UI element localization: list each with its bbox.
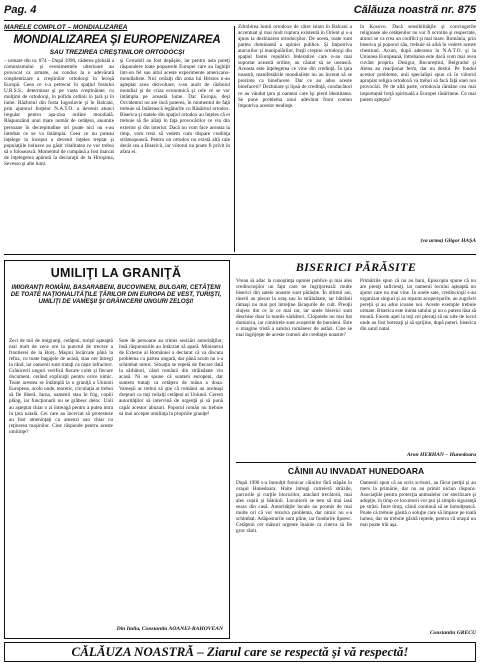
article2-signature: Din Italia, Constantin AOANEI-RAHOVEAN: [116, 626, 223, 632]
article3-column-2: Primăriile spun că nu au bani, Episcopia spune că nu are preoţi suficienţi, iar oamenii locului aşteaptă un ajutor care nu mai vine. În unele sate, credincioşii s-au organizat singuri şi au reparat acoperişurile, au zugrăvit pereţii şi au adus icoane noi. Aceste exemple trebuie urmate. Biserica este inima satului şi nu o putem lăsa să moară. Facem apel la toţi cei plecaţi să nu uite de locul unde au fost botezaţi şi să sprijine, după puteri, biserica din satul natal.: [360, 278, 476, 333]
article2-title: UMILIŢI LA GRANIŢĂ: [50, 266, 182, 280]
article4-column-1: După 1990 s-a înmulţit furnicar câinilor fără stăpân în oraşul Hunedoara. Haite întregi cutreieră străzile, parcurile şi curţile blocurilor, atacând trecătorii, mai ales copiii şi bătrânii. Locuitorii se tem să mai iasă seara din casă. Autorităţile locale au promis de mai multe ori că vor rezolva problema, dar nimic nu s-a schimbat. Adăposturile sunt pline, iar fondurile lipsesc. Cetăţenii cer măsuri urgente înainte ca cineva să fie grav rănit.: [236, 480, 352, 535]
article4-column-2: Oamenii spun că au scris scrisori, au făcut petiţii şi au mers la primărie, dar nu au primit niciun răspuns. Asociaţiile pentru protecţia animalelor cer sterilizare şi adopţie, în timp ce locuitorii vor pur şi simplu siguranţă pe străzi. Între timp, câinii continuă să se înmulţească. Poate că trebuie găsită o soluţie care să împace pe toată lumea, dar ea trebuie găsită repede, pentru că oraşul nu mai poate trăi aşa.: [360, 480, 476, 529]
article4-signature: Constantin GRECU: [429, 630, 476, 636]
article1-column-4: în Kosovo. Dacă sensibilităţile şi convingerile religioase ale cetăţenilor nu vor fi ocrotite şi respectate, atunci se va crea un conflict şi mai mare. România, prin biserica şi poporul său, trebuie să aibă în vedere aceste chestiuni. Acum, după aderarea la N.A.T.O. şi la Uniunea Europeană, întrebarea este dacă vom mai avea cuvânt propriu. Desigur, Bucureştiul, Belgradul şi Atena au reacţionat ferm, dar nu destul. Pe fondul acestor probleme, unii specialişti spun că în viitorul apropiat religia ortodoxă va trebui să facă faţă unei noi provocări. Pe de altă parte, ortodoxia rămâne cea mai importantă forţă spirituală a Europei răsăritene. Ce mai putem aştepta?: [360, 24, 476, 103]
article2-column-1: Zeci de mii de imigranţi, cetăţeni, turişti aşteaptă mai mult de zece ore la punctul de trecere a frontierei de la Borş. Maşini încărcate până la refuz, cu toate bagajele de acasă, stau ore întregi la rând, iar oamenii sunt trataţi ca nişte infractori. Grănicerii unguri verifică fiecare colet şi fiecare document, cerând explicaţii pentru orice nimic. Toate acestea se întâmplă la o graniţă a Uniunii Europene, acolo unde, teoretic, circulaţia ar trebui să fie liberă. Iarna, oamenii stau în frig, copiii plâng, iar funcţionarii nu se grăbesc deloc. Unii au aşteptat chiar o zi întreagă pentru a putea intra în ţara natală. Cei care au încercat să protesteze au fost ameninţaţi cu amenzi sau chiar cu reţinerea maşinilor. Cine răspunde pentru aceste umilinţe?: [9, 338, 113, 435]
article1-subtitle: SAU TREZIREA CREŞTINILOR ORTODOCŞI: [49, 49, 185, 56]
article3-column-1: Vreau să adac la cunoştinţa opiniei publice şi mai ales credincioşilor un fapt care ne îngrijorează: multe biserici din satele noastre sunt părăsite. În ultimii ani, tinerii au plecat la oraş sau în străinătate, iar bătrânii rămaşi nu mai pot întreţine lăcaşurile de cult. Preoţii slujesc din ce în ce mai rar, iar unele biserici sunt deschise doar la marile sărbători. Clopotele nu mai bat duminica, iar cimitirele sunt acoperite de buruieni. Este o imagine tristă a satului românesc de astăzi. Cine se mai îngrijeşte de aceste comori ale credinţei noastre?: [236, 278, 352, 339]
article2-intro: IMIGRANŢI ROMÂNI, BASARABENI, BUCOVINENI, BULGARI, CETĂŢENI DE TOATE NAŢIONALITĂŢILE ŢĂRILOR DIN EUROPA DE VEST, TURIŞTI, UMILIŢI DE VAMEŞII ŞI GRĂNICERII UNGURI ZELOŞI!: [10, 284, 222, 306]
column-divider: [234, 26, 235, 252]
article1-column-1: – urmare din nr. 874 – După 1990, căderea globală a comunismului şi evenimentele ulterioare au provocat ca armate, au condus la o adevărată conştientizare a creştinilor ortodocşi în Ieroşă Europă. Ceea ce s-a petrecut în spaţiul fostului U.R.S.S., determinat şi pe vasta creştinătate, cu mulţimi de ortodocşi, în pofida ordinii în ţară şi în lume. Războiul din fosta Iugoslavie şi în Balcani, prin ajutorul forţelor N.A.T.O. a devenit atunci iregular pentru aşa-zisa ordine mondială. Răspunzând unui mare număr de cetăţeni, anumite persoane în decrepitudine ori poate nici nu s-au întrebat ce se va întâmpla. Ceea ce nu puteau înţelege la început a devenit înţeles treptat şi populaţiile bolnave au găsit vitalitatea ce vor trebui să o folosească. Momentul de cumpănă a fost marcat de înţelegerea apărută la declaraţii de la Hiroşima, Sevesso şi alte lumi.: [4, 58, 114, 167]
article3-title: BISERICI PĂRĂSITE: [295, 260, 417, 274]
publication-name: Călăuza noastră nr. 875: [353, 4, 476, 16]
newspaper-page: [4, 4, 476, 662]
article2-column-2: Sute de persoane au trimis sesizări autorităţilor, însă răspunsurile au întârziat să apară. Ministerul de Externe al României a declarat că va discuta problema cu partea ungară, dar până acum nu s-a schimbat nimic. Situaţia se repetă de fiecare dată la sărbători, când românii din străinătate vin acasă. Ni se spune că suntem europeni, dar suntem trataţi ca cetăţeni de mâna a doua. Vameşii ar trebui să ştie că românii au aceleaşi drepturi ca toţi ceilalţi cetăţeni ai Uniunii. Cerem autorităţilor să intervină de urgenţă şi să pună capăt acestor abuzuri. Poporul român nu trebuie să mai accepte umilinţa la propriile graniţe!: [119, 338, 223, 417]
article1-kicker: MARELE COMPLOT – MONDIALIZAREA: [4, 24, 128, 31]
article1-signature: (va urma) Gligor HAŞA: [420, 238, 476, 244]
page-header: [4, 4, 476, 18]
article1-column-3: Zdrobirea lumii ortodoxe de către islam în Balcani a accentuat şi mai mult ruptura existentă în Orient şi s-a ajuns la dezbinarea ortodocşilor. De aceea, toate sunt partea dominantă a opiniei publice. Şi împotriva atacurilor şi manipulărilor, fraţii creştini ortodocşi din spaţiul fostei republici federative care n-au mai suportat această ordine, au căutat să se unească. Aceasta este înţelegerea ce vine din credinţă. În ţara noastră, manifestările mondialiste nu au încetat să se prezinte ca binefacere. Dar ce au adus aceste binefaceri? Dezbinare şi lipsă de credinţă, conducători ce au vândut ţara şi oameni care îşi pierd identitatea. Se pune problema unui adevărat front comun împotriva acestor tendinţe.: [238, 24, 352, 109]
section-rule: [4, 254, 476, 255]
article1-column-2: şi Cernobîl au fost depăşite, iar pentru asta puteţi răspundere toate popoarele Europei care au înghiţit într-un fel sau altul aceste experimente americano-mondialiste. Nici ceilalţi din zona lui Hristos n-au aşteptat acea dezvoltare, s-au auzit de războiul mondial şi de criza economică şi cele ce se vor întâmpla pe această lume. Dar Europa, deşi Occidentul nu are încă puterea, în momentul de faţă trebuie să întărească legăturile cu Răsăritul ortodox. Biserica şi statele din spaţiul ortodox au înţeles că ei trebuie să fie aliaţi în faţa provocărilor ce vin din exterior şi din interior. Dacă nu vom face aceasta la timp, vom trezi să vedem cum dispare credinţa strămoşească. Pentru un ortodox nu există altă cale decât cea a Bisericii, iar viitorul nu poate fi privit în afara ei.: [120, 58, 230, 155]
header-rule: [4, 20, 476, 21]
page-number: Pag. 4: [4, 4, 37, 16]
article3-signature: Aron HERHAN – Hunedoara: [406, 452, 476, 458]
section-rule-2: [236, 462, 476, 463]
footer-slogan: CĂLĂUZA NOASTRĂ – Ziarul care se respectă şi vă respectă!: [71, 644, 409, 659]
article4-title: CÂINII AU INVADAT HUNEDOARA: [287, 466, 425, 476]
article1-title: MONDIALIZAREA ŞI EUROPENIZAREA: [13, 34, 221, 46]
